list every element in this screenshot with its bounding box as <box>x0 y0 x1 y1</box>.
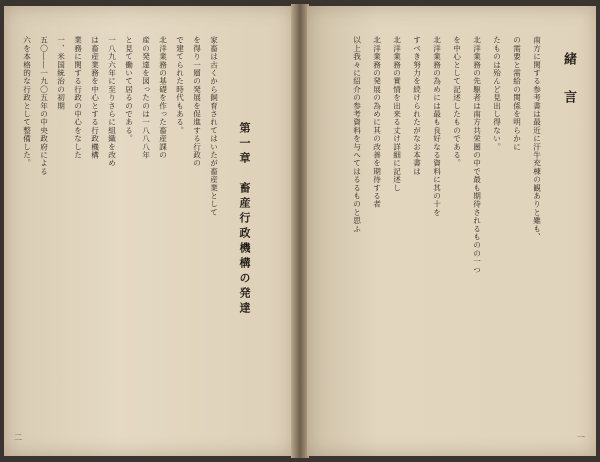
left-page-text-line: 五〇――一九〇五年の中央政府による <box>39 36 49 176</box>
left-page <box>4 6 293 456</box>
left-page-text-line: 北洋業務の基礎を作った畜産課の <box>158 36 168 159</box>
right-page-text-line: 北洋業務の為めには最も良好なる資料に其の十を <box>432 36 442 217</box>
left-page-text-line: と見て働いて居るのである。 <box>124 36 134 143</box>
right-page-text-line: すべき努力を続けられたがなお本書は <box>412 36 422 176</box>
left-page-text-line: 産の発達を図ったのは一八八八年 <box>141 36 151 159</box>
right-page-text-line: 北洋業務の発展の為めに其の改善を期待する者 <box>372 36 382 209</box>
left-page-text-line: で建てられた時代もある。 <box>175 36 185 135</box>
right-page-text-line: 北洋業務の實情を出来る丈け詳細に記述し <box>392 36 402 192</box>
page-number-left: 二 <box>14 433 22 442</box>
left-page-text-line: 六を本格的な行政として整備した。 <box>22 36 32 168</box>
right-page-text-line: 北洋業務の先駆者は南方共栄圏の中で最も期待されるものの一つ <box>472 36 482 274</box>
left-page-text-line: 一、米国統治の初期 <box>56 36 66 110</box>
left-page-text-line: 家畜は古くから飼育されてはいたが畜産業として <box>209 36 219 217</box>
left-page-text-line: 業務に関する行政の中心をなした <box>73 36 83 159</box>
chapter-title: 第一章 畜産行政機構の発達 <box>238 122 251 317</box>
left-page-text-line: は畜産業務を中心とする行政機構 <box>90 36 100 159</box>
right-page-text-line: たものは殆んど見出し得ない。 <box>492 36 502 151</box>
right-page-text-line: を中心として記述したものである。 <box>452 36 462 168</box>
preface-heading: 緒 言 <box>561 52 576 109</box>
right-page-text-line: 南方に関する参考書は最近に汗牛充棟の観ありと雖も、 <box>532 36 542 241</box>
right-page-text-line: 以上我々に紹介の参考資料を与へてはるるものと思ふ <box>352 36 362 233</box>
right-page <box>307 6 596 456</box>
right-page-text-line: の需要と需給の関係を明らかに <box>512 36 522 151</box>
left-page-text-line: を得り一層の発展を促進する行政の <box>192 36 202 168</box>
page-number-right: 一 <box>577 433 585 442</box>
left-page-text-line: 一八九六年に至りさらに組織を改め <box>107 36 117 168</box>
